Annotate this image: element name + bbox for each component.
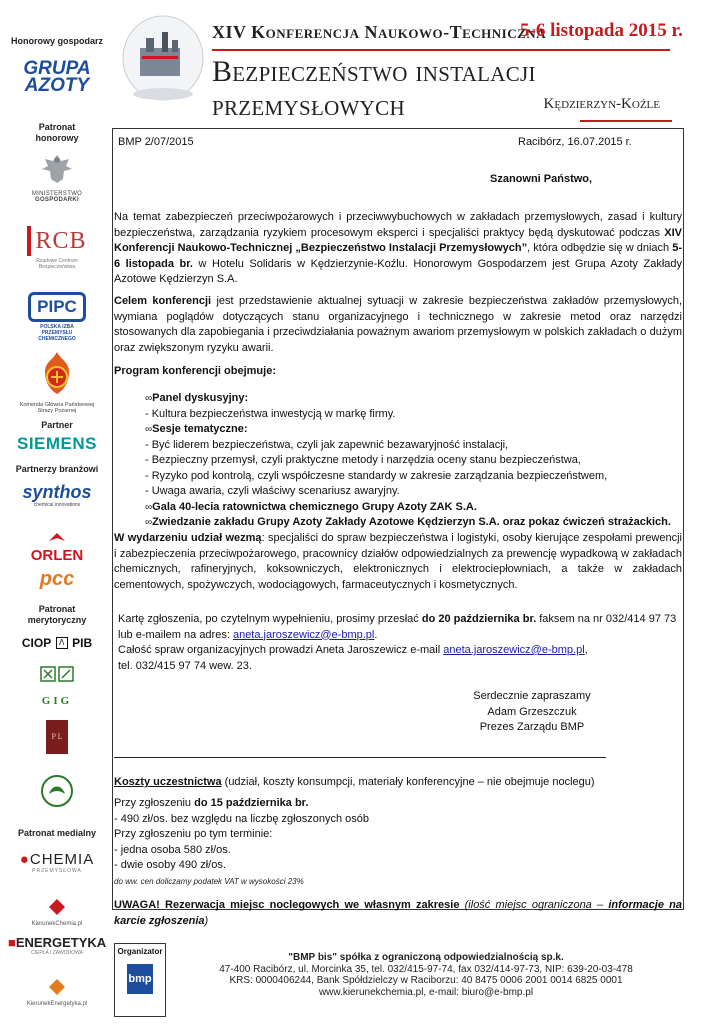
costs-late: Przy zgłoszeniu po tym terminie: - jedna osoba 580 zł/os. - dwie osoby 490 zł/os. bbox=[114, 828, 273, 871]
letter-closing: Serdecznie zapraszamy Adam Grzeszczuk Prezes Zarządu BMP bbox=[473, 690, 591, 733]
ciop-separator-icon: Λ bbox=[56, 637, 68, 649]
chemia-logo: ●CHEMIA PRZEMYSŁOWA bbox=[19, 851, 95, 874]
organizer-details: "BMP bis" spółka z ograniczoną odpowiedzialnością sp.k. 47-400 Racibórz, ul. Morcinka 35, tel. 032/415-97-74, fax 032/414-97-73, NIP: 639-20-03-478 KRS: 0000406244, Bank Spółdzielczy w Raciborzu: 40 8475 0006 2001 0014 6825 0001 www.kierunekchemia.pl, e-mail: biuro@e-bmp.pl bbox=[219, 952, 633, 998]
polsl-logo: P L bbox=[8, 720, 106, 754]
conference-title: Bezpieczeństwo instalacji przemysłowych bbox=[212, 55, 536, 122]
fire-brigade-emblem-icon bbox=[38, 350, 76, 396]
eagle-icon bbox=[39, 152, 75, 186]
pcc-logo: pcc bbox=[39, 568, 75, 590]
psp-logo: Komenda Główna Państwowej Straży Pożarnej bbox=[8, 350, 106, 414]
kierunek-energetyka-logo: KierunekEnergetyka.pl bbox=[8, 978, 106, 1007]
sidebar-host-label: Honorowy gospodarz bbox=[11, 36, 103, 46]
program-item: - Być liderem bezpieczeństwa, czyli jak zapewnić bezawaryjność instalacji, bbox=[145, 438, 509, 451]
letter-place-date: Racibórz, 16.07.2015 r. bbox=[518, 136, 632, 148]
university-emblem-icon bbox=[40, 772, 74, 810]
program-item: ∞Gala 40-lecia ratownictwa chemicznego Grupy Azoty ZAK S.A. bbox=[145, 500, 477, 513]
header-rule-2 bbox=[580, 120, 672, 122]
ministry-logo: MINISTERSTWO GOSPODARKI bbox=[8, 152, 106, 203]
section-divider bbox=[114, 757, 606, 758]
program-item: - Kultura bezpieczeństwa inwestycją w markę firmy. bbox=[145, 407, 396, 420]
bmp-logo: bmp bbox=[127, 964, 153, 994]
kierunek-chemia-icon bbox=[48, 898, 66, 916]
conference-city: Kędzierzyn-Koźle bbox=[543, 96, 660, 112]
letter-paragraph-2: Celem konferencji jest przedstawienie aktualnej sytuacji w zakresie bezpieczeństwa zakładów przemysłowych, wymiana poglądów dotyczących stanu organizacyjnego i technicznego w zakresie metod oraz narzędzi stosowanych dla zapobiegania i przeciwdziałania poważnym awariom przemysłowym w polskich zakładach o dużym oraz zwiększonym ryzyku awarii. bbox=[114, 295, 682, 354]
bullet-icon: ∞ bbox=[145, 501, 153, 513]
program-item: ∞Zwiedzanie zakładu Grupy Azoty Zakłady Azotowe Kędzierzyn S.A. oraz pokaz ćwiczeń strażackich. bbox=[145, 516, 671, 528]
mining-tools-icon bbox=[40, 666, 74, 690]
grupa-azoty-logo: GRUPA AZOTY bbox=[23, 58, 91, 96]
pipc-logo: PIPC POLSKA IZBA PRZEMYSŁU CHEMICZNEGO bbox=[8, 292, 106, 342]
costs-early: Przy zgłoszeniu do 15 października br. - 490 zł/os. bez względu na liczbę zgłoszonych osób bbox=[114, 797, 369, 825]
program-item: - Bezpieczny przemysł, czyli praktyczne metody i narzędzia oceny stanu bezpieczeństwa, bbox=[145, 454, 581, 466]
chemia-c-icon: ● bbox=[19, 851, 30, 868]
orlen-eagle-icon bbox=[47, 531, 67, 543]
rcb-logo: RCB Rządowe Centrum Bezpieczeństwa bbox=[8, 226, 106, 270]
letter-paragraph-3: W wydarzeniu udział wezmą: specjaliści do spraw bezpieczeństwa i logistyki, osoby kierujące zespołami prewencji i zabezpieczenia przeciwpożarowego, pracownicy działów odpowiedzialnych za prewencję wypadkową w zakładach chemicznych, rafineryjnych, koksowniczych, elektronicznych i elektrociepłowniach, a także w zakładach cementowych, spożywczych, wodociągowych, farmaceutycznych i kosmetycznych. bbox=[114, 532, 682, 591]
vat-note: do ww. cen doliczamy podatek VAT w wysokości 23% bbox=[114, 877, 304, 886]
header-rule bbox=[212, 49, 670, 51]
organizer-email-link[interactable]: aneta.jaroszewicz@e-bmp.pl bbox=[443, 644, 585, 656]
sidebar-media-label: Patronat medialny bbox=[17, 828, 97, 838]
conference-date: 5-6 listopada 2015 r. bbox=[520, 20, 683, 41]
energetyka-logo: ■ENERGETYKA CIEPŁA I ZAWODOWA bbox=[8, 935, 107, 956]
sidebar-merit-label: Patronat merytoryczny bbox=[27, 604, 87, 625]
kierunek-chemia-logo: KierunekChemia.pl bbox=[8, 898, 106, 927]
energetyka-e-icon: ■ bbox=[8, 935, 16, 950]
program-title: Program konferencji obejmuje: bbox=[114, 365, 276, 377]
kierunek-energetyka-icon bbox=[48, 978, 66, 996]
sidebar-partner-label: Partner bbox=[41, 420, 73, 430]
program-item: ∞Panel dyskusyjny: bbox=[145, 392, 249, 404]
registration-info: Kartę zgłoszenia, po czytelnym wypełnieniu, prosimy przesłać do 20 października br. faksem na nr 032/414 97 73 lub e-mailem na adres: aneta.jaroszewicz@e-bmp.pl. Całość spraw organizacyjnych prowadzi Aneta Jaroszewicz e-mail aneta.jaroszewicz@e-bmp.pl, tel. 032/415 97 74 wew. 23. bbox=[118, 613, 677, 672]
letter-reference: BMP 2/07/2015 bbox=[118, 136, 194, 148]
bullet-icon: ∞ bbox=[145, 424, 153, 435]
letter-paragraph-1: Na temat zabezpieczeń przeciwpożarowych i przeciwwybuchowych w zakładach przemysłowych, zasad i kultury bezpieczeństwa, zarządzania ryzykiem procesowym eksperci i specjaliści praktycy będą dyskutować podczas XIV Konferencji Naukowo-Technicznej „Bezpieczeństwo Instalacji Przemysłowych”, która odbędzie się w dniach 5-6 listopada br. w Hotelu Solidaris w Kędzierzynie-Koźlu. Honorowym Gospodarzem jest Grupa Azoty Zakłady Azotowe Kędzierzyn S.A. bbox=[114, 211, 683, 285]
gig-logo: GIG bbox=[8, 666, 106, 707]
bullet-icon: ∞ bbox=[145, 517, 153, 528]
bullet-icon: ∞ bbox=[145, 393, 153, 404]
organizer-box: Organizator bmp bbox=[114, 943, 166, 1017]
program-list bbox=[145, 391, 680, 531]
siemens-logo: SIEMENS bbox=[16, 434, 98, 453]
orlen-logo: ORLEN bbox=[8, 530, 106, 564]
sidebar-branch-partners-label: Partnerzy branżowi bbox=[15, 464, 99, 474]
letter-salutation: Szanowni Państwo, bbox=[490, 173, 593, 185]
emblem-logo bbox=[8, 772, 106, 815]
conference-subtitle: XIV Konferencja Naukowo-Techniczna bbox=[212, 22, 547, 42]
ciop-pib-logo: CIOP Λ PIB bbox=[21, 636, 93, 650]
program-item: - Ryzyko pod kontrolą, czyli współczesne standardy w zakresie zarządzania bezpieczeństwem, bbox=[145, 469, 608, 482]
program-item: ∞Sesje tematyczne: bbox=[145, 423, 248, 435]
program-item: - Uwaga awaria, czyli właściwy scenariusz awaryjny. bbox=[145, 485, 400, 497]
accommodation-warning: UWAGA! Rezerwacja miejsc noclegowych we własnym zakresie (ilość miejsc ograniczona – informacje na karcie zgłoszenia) bbox=[114, 899, 682, 927]
sidebar-patronage-label: Patronat honorowy bbox=[35, 122, 79, 143]
conference-globe-illustration bbox=[118, 10, 208, 105]
costs-heading: Koszty uczestnictwa (udział, koszty konsumpcji, materiały konferencyjne – nie obejmuje noclegu) bbox=[114, 776, 595, 788]
synthos-logo: synthos chemical innovations bbox=[22, 482, 92, 508]
registration-email-link[interactable]: aneta.jaroszewicz@e-bmp.pl bbox=[232, 628, 375, 641]
